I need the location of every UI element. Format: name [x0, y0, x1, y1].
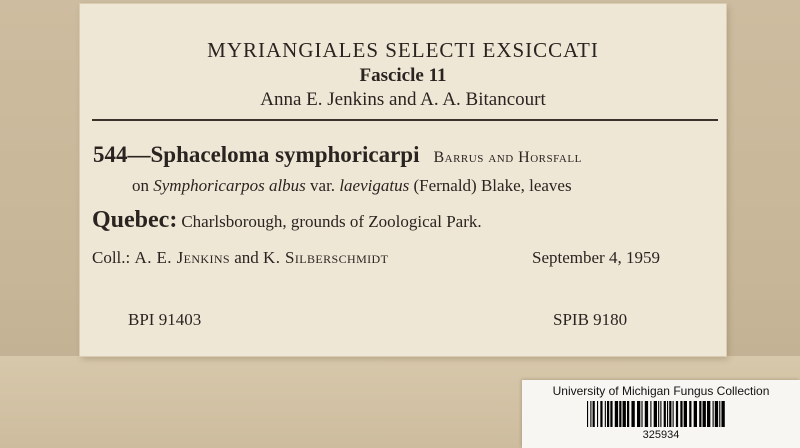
- series-title: MYRIANGIALES SELECTI EXSICCATI: [207, 38, 599, 62]
- barcode-bar: [676, 401, 678, 427]
- barcode-bar: [715, 401, 718, 427]
- barcode-bar: [641, 401, 642, 427]
- institution-title: University of Michigan Fungus Collection: [552, 384, 770, 398]
- barcode-bar: [689, 401, 691, 427]
- barcode-bar: [637, 401, 640, 427]
- fascicle-title: Fascicle 11: [359, 65, 447, 86]
- editors-line: Anna E. Jenkins and A. A. Bitancourt: [260, 89, 546, 110]
- barcode-bar: [654, 401, 657, 427]
- institution-barcode-label: [522, 380, 800, 448]
- bpi-number: BPI 91403: [128, 310, 202, 329]
- exsiccata-number: 544: [93, 142, 128, 167]
- barcode-bar: [619, 401, 621, 427]
- barcode-bar: [645, 401, 648, 427]
- host-authority-substrate: (Fernald) Blake, leaves: [413, 176, 572, 195]
- barcode-number: 325934: [642, 429, 680, 441]
- barcode-bar: [597, 401, 598, 427]
- locality-line: [92, 207, 482, 234]
- barcode-bar: [607, 401, 609, 427]
- exsiccata-label: [80, 4, 726, 356]
- barcode-bar: [669, 401, 671, 427]
- collectors-and: and: [234, 248, 259, 267]
- barcode-bar: [667, 401, 668, 427]
- taxon-authority: Barrus and Horsfall: [433, 149, 582, 166]
- collectors-line: [92, 248, 388, 268]
- barcode-bar: [707, 401, 710, 427]
- barcode-bar: [658, 401, 659, 427]
- province: Quebec:: [92, 207, 178, 233]
- barcode-bar: [593, 401, 595, 427]
- barcode-bar: [590, 401, 591, 427]
- barcode-bar: [615, 401, 618, 427]
- host-prefix: on: [132, 176, 149, 195]
- barcode-bar: [673, 401, 674, 427]
- barcode-bar: [600, 401, 602, 427]
- barcode-bar: [713, 401, 714, 427]
- host-line: [132, 176, 572, 196]
- host-variety: laevigatus: [339, 176, 410, 195]
- barcode-bar: [721, 401, 724, 427]
- barcode-bar: [660, 401, 661, 427]
- barcode-bar: [650, 401, 651, 427]
- barcode-bar: [623, 401, 626, 427]
- barcode-bar: [694, 401, 697, 427]
- taxon-name: Sphaceloma symphoricarpi: [150, 142, 420, 167]
- collection-date: September 4, 1959: [532, 248, 660, 267]
- number-dash: —: [127, 142, 151, 167]
- collectors-prefix: Coll.:: [92, 248, 131, 267]
- barcode-bar: [631, 401, 634, 427]
- spib-number: SPIB 9180: [553, 310, 628, 329]
- host-var-word: var.: [310, 176, 336, 195]
- barcode-bar: [610, 401, 612, 427]
- barcode-bar: [703, 401, 706, 427]
- taxon-line: [93, 142, 582, 168]
- barcode-bar: [664, 401, 666, 427]
- locality: Charlsborough, grounds of Zoological Park.: [181, 212, 482, 231]
- barcode-bar: [699, 401, 701, 427]
- barcode: [587, 401, 727, 427]
- barcode-bar: [719, 401, 720, 427]
- host-species: Symphoricarpos albus: [153, 176, 306, 195]
- barcode-bar: [605, 401, 606, 427]
- barcode-bar: [587, 401, 588, 427]
- barcode-bar: [627, 401, 629, 427]
- barcode-bar: [680, 401, 682, 427]
- barcode-bar: [684, 401, 687, 427]
- header-divider: [92, 119, 718, 121]
- collector-1: A. E. Jenkins: [134, 248, 230, 267]
- collector-2: K. Silberschmidt: [263, 248, 389, 267]
